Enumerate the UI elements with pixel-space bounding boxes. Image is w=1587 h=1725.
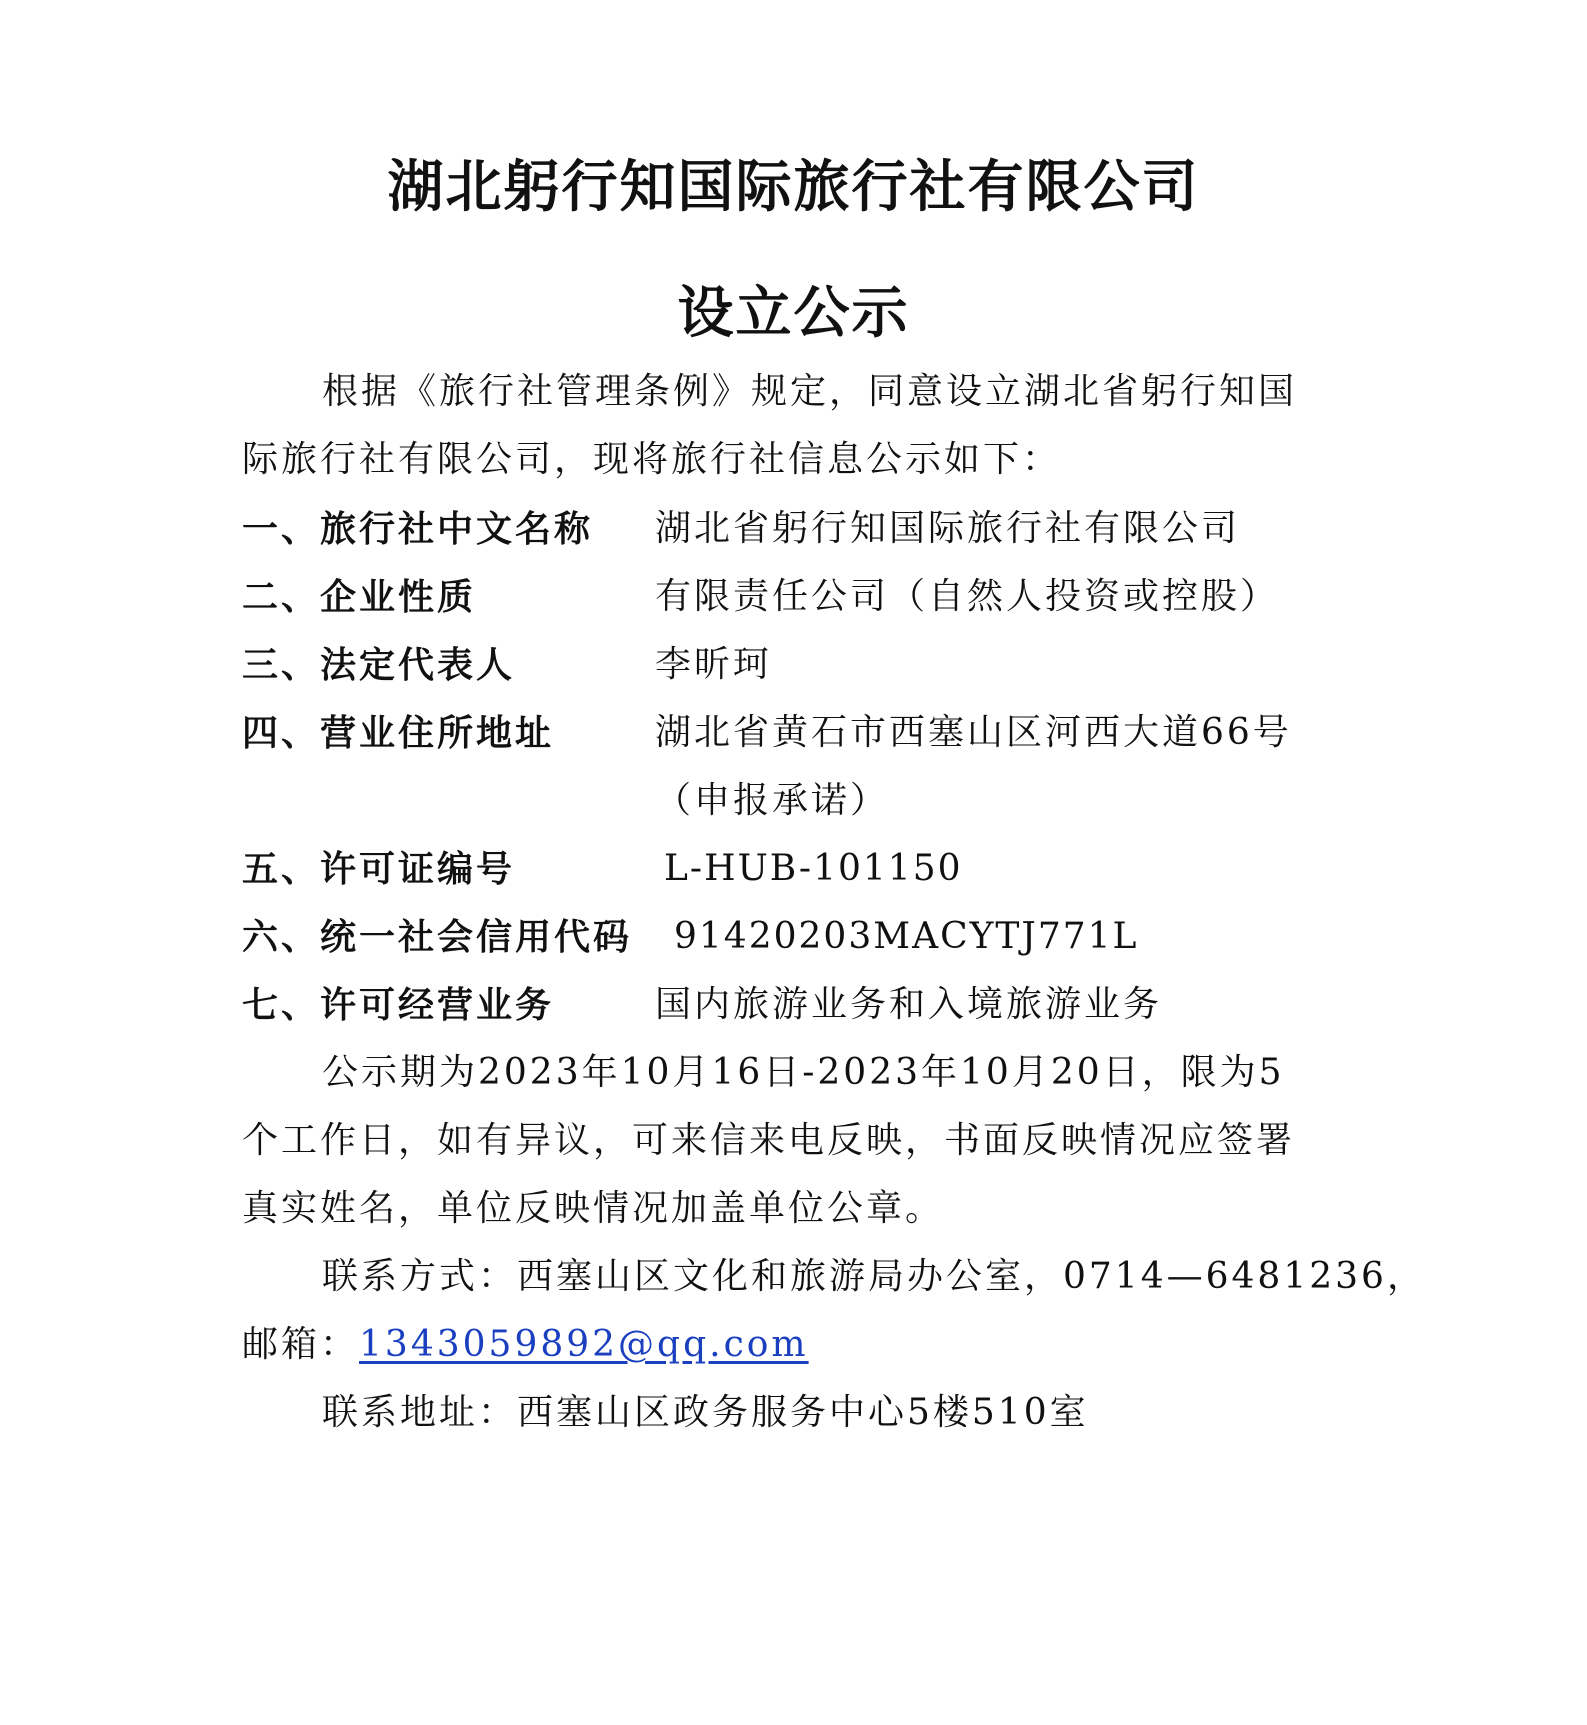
item-value-business-scope: 国内旅游业务和入境旅游业务 bbox=[655, 984, 1163, 1025]
email-label: 邮箱： bbox=[242, 1324, 360, 1365]
email-line bbox=[242, 1320, 809, 1370]
item-value-enterprise-type: 有限责任公司（自然人投资或控股） bbox=[655, 576, 1280, 617]
intro-paragraph-line-2: 际旅行社有限公司，现将旅行社信息公示如下： bbox=[242, 439, 1062, 480]
notice-paragraph-line-2: 个工作日，如有异议，可来信来电反映，书面反映情况应签署 bbox=[242, 1120, 1296, 1161]
notice-paragraph-line-3: 真实姓名，单位反映情况加盖单位公章。 bbox=[242, 1188, 945, 1229]
item-label-business-scope: 七、许可经营业务 bbox=[242, 984, 555, 1026]
intro-paragraph-line-1: 根据《旅行社管理条例》规定，同意设立湖北省躬行知国 bbox=[322, 371, 1298, 412]
item-label-license-number: 五、许可证编号 bbox=[242, 848, 516, 890]
item-value-license-number: L-HUB-101150 bbox=[664, 848, 963, 889]
item-value-company-name: 湖北省躬行知国际旅行社有限公司 bbox=[655, 508, 1241, 549]
item-label-company-name: 一、旅行社中文名称 bbox=[242, 508, 594, 550]
contact-address-line: 联系地址：西塞山区政务服务中心5楼510室 bbox=[322, 1392, 1089, 1433]
item-value-legal-representative: 李昕珂 bbox=[655, 644, 773, 685]
item-label-credit-code: 六、统一社会信用代码 bbox=[242, 916, 633, 958]
item-label-legal-representative: 三、法定代表人 bbox=[242, 644, 516, 686]
notice-paragraph-line-1: 公示期为2023年10月16日-2023年10月20日，限为5 bbox=[322, 1052, 1285, 1093]
document-title: 湖北躬行知国际旅行社有限公司 bbox=[387, 154, 1200, 220]
item-value-business-address-note: （申报承诺） bbox=[655, 780, 890, 821]
item-value-credit-code: 91420203MACYTJ771L bbox=[674, 916, 1139, 957]
email-link[interactable]: 1343059892@qq.com bbox=[359, 1324, 809, 1365]
item-value-business-address: 湖北省黄石市西塞山区河西大道66号 bbox=[655, 712, 1292, 753]
contact-line: 联系方式：西塞山区文化和旅游局办公室，0714—6481236， bbox=[322, 1256, 1426, 1297]
item-label-business-address: 四、营业住所地址 bbox=[242, 712, 555, 754]
document-subtitle: 设立公示 bbox=[677, 280, 910, 346]
item-label-enterprise-type: 二、企业性质 bbox=[242, 576, 477, 618]
